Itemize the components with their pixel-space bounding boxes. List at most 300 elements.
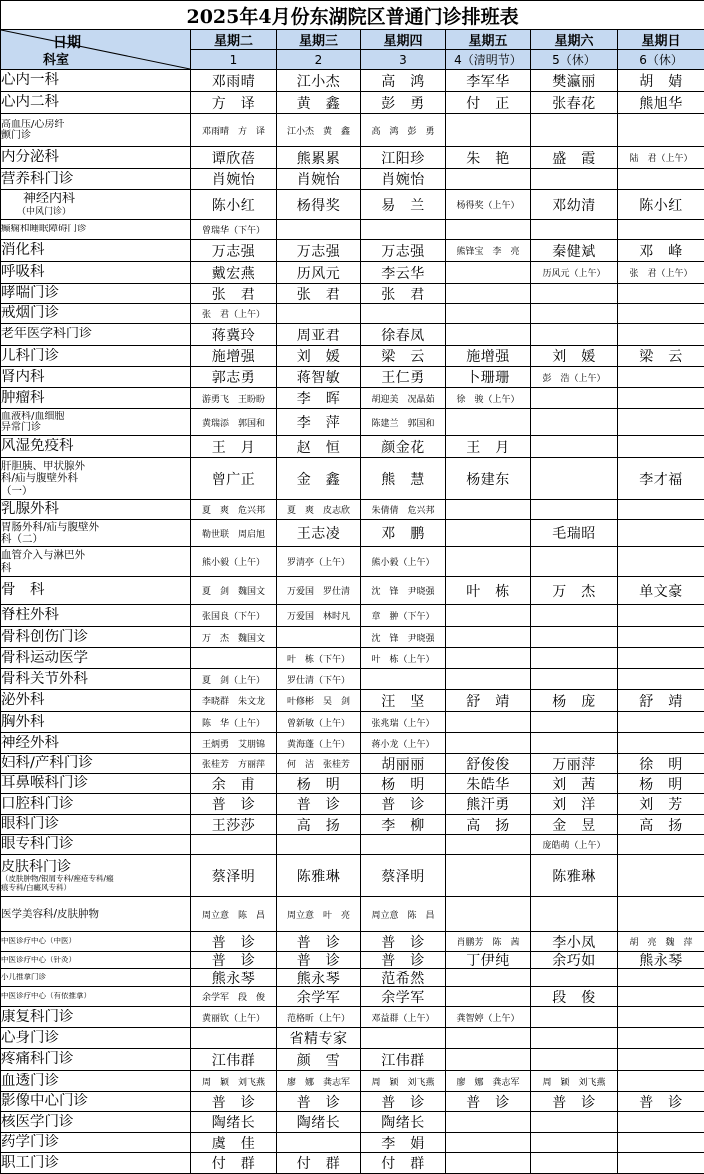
schedule-cell (361, 648, 446, 669)
schedule-cell (618, 409, 704, 436)
doctor-name: 蔡泽明 (381, 866, 425, 886)
doctor-name: 夏 剑（上午） (202, 673, 265, 686)
department-cell (1, 190, 191, 220)
schedule-cell (618, 774, 704, 794)
doctor-name: 庞皓萌（上午） (542, 838, 605, 851)
schedule-cell (277, 240, 361, 262)
schedule-cell (618, 520, 704, 547)
doctor-name: 付 群 (212, 1153, 256, 1173)
doctor-name: 肖婉怡 (297, 169, 341, 189)
schedule-row (1, 547, 704, 577)
schedule-row (1, 324, 704, 346)
doctor-name: 廖 娜 龚志军 (456, 1075, 519, 1088)
schedule-cell (361, 1153, 446, 1174)
doctor-name: 丁伊纯 (466, 952, 510, 968)
schedule-row (1, 436, 704, 458)
doctor-name: 谭欣蓓 (212, 148, 256, 168)
doctor-name: 普 诊 (552, 1092, 596, 1111)
schedule-body (1, 70, 704, 1174)
doctor-name: 周立意 陈 昌 (371, 908, 434, 921)
schedule-cell (277, 220, 361, 240)
doctor-name: 胡迎美 况晶茹 (371, 392, 434, 405)
corner-header-cell (1, 30, 191, 70)
schedule-cell (618, 897, 704, 932)
schedule-cell (361, 367, 446, 388)
doctor-name: 王炳勇 艾朋锦 (202, 737, 265, 750)
doctor-name: 朱 艳 (466, 148, 510, 168)
schedule-cell (446, 114, 531, 147)
department-name: 泌外科 (1, 692, 190, 709)
department-name: 肿瘤科 (1, 390, 190, 407)
department-name: 营养科门诊 (1, 171, 190, 188)
schedule-row (1, 648, 704, 669)
schedule-cell (361, 1071, 446, 1092)
doctor-name: 夏 爽 皮志欣 (287, 503, 350, 516)
department-cell (1, 774, 191, 794)
department-cell (1, 712, 191, 733)
doctor-name: 彭 浩（上午） (542, 371, 605, 384)
schedule-cell (618, 1007, 704, 1028)
schedule-cell (531, 1092, 618, 1112)
date-header: 4（清明节） (446, 50, 531, 70)
schedule-cell (531, 458, 618, 500)
department-cell (1, 409, 191, 436)
schedule-cell (531, 147, 618, 169)
department-name: 中医诊疗中心（针灸） (1, 956, 190, 965)
doctor-name: 陆 君（上午） (630, 151, 693, 164)
doctor-name: 高 鸿 (381, 71, 425, 91)
schedule-cell (618, 690, 704, 712)
doctor-name: 万志强 (212, 241, 256, 261)
department-cell (1, 1049, 191, 1071)
doctor-name: 秦健斌 (552, 241, 596, 261)
doctor-name: 蒋智敏 (297, 367, 341, 387)
schedule-cell (191, 304, 277, 324)
schedule-cell (531, 1071, 618, 1092)
doctor-name: 万志强 (381, 241, 425, 261)
schedule-row (1, 458, 704, 500)
doctor-name: 蔡泽明 (212, 866, 256, 886)
department-cell (1, 987, 191, 1007)
schedule-cell (531, 262, 618, 284)
doctor-name: 付 正 (466, 93, 510, 113)
doctor-name: 虞 佳 (212, 1133, 256, 1152)
schedule-cell (531, 577, 618, 605)
schedule-cell (361, 794, 446, 815)
doctor-name: 徐 骏（上午） (456, 392, 519, 405)
schedule-row (1, 240, 704, 262)
schedule-cell (618, 190, 704, 220)
schedule-cell (446, 346, 531, 367)
schedule-cell (361, 500, 446, 520)
schedule-cell (618, 577, 704, 605)
department-name: 神经外科 (1, 735, 190, 752)
doctor-name: 肖婉怡 (212, 169, 256, 189)
schedule-cell (446, 92, 531, 114)
department-name: 心内一科 (1, 72, 190, 89)
schedule-cell (446, 690, 531, 712)
doctor-name: 熊永琴 (297, 969, 341, 986)
doctor-name: 毛瑞昭 (552, 523, 596, 543)
schedule-cell (361, 1092, 446, 1112)
doctor-name: 陈 华（上午） (202, 716, 265, 729)
department-name: 神经内科 (1, 192, 190, 207)
department-cell (1, 367, 191, 388)
schedule-cell (191, 794, 277, 815)
schedule-cell (446, 794, 531, 815)
schedule-cell (361, 169, 446, 190)
schedule-cell (446, 952, 531, 969)
schedule-cell (531, 969, 618, 987)
doctor-name: 李小凤 (552, 932, 596, 951)
schedule-cell (191, 70, 277, 92)
doctor-name: 刘 芳 (639, 794, 683, 814)
date-header: 1 (191, 50, 277, 70)
schedule-cell (277, 1007, 361, 1028)
schedule-cell (277, 1112, 361, 1133)
schedule-cell (531, 627, 618, 648)
schedule-row (1, 987, 704, 1007)
schedule-cell (191, 987, 277, 1007)
schedule-cell (446, 409, 531, 436)
doctor-name: 普 诊 (212, 1092, 256, 1111)
schedule-cell (446, 815, 531, 835)
schedule-cell (446, 1049, 531, 1071)
department-cell (1, 690, 191, 712)
schedule-cell (277, 190, 361, 220)
schedule-cell (277, 520, 361, 547)
doctor-name: 熊累累 (297, 148, 341, 168)
schedule-cell (361, 458, 446, 500)
schedule-cell (531, 500, 618, 520)
doctor-name: 颜 雪 (297, 1050, 341, 1070)
schedule-cell (277, 547, 361, 577)
schedule-cell (446, 932, 531, 952)
schedule-cell (361, 220, 446, 240)
schedule-cell (531, 1028, 618, 1049)
doctor-name: 周 颖 刘飞燕 (202, 1075, 265, 1088)
schedule-row (1, 815, 704, 835)
schedule-cell (361, 70, 446, 92)
schedule-cell (277, 932, 361, 952)
schedule-row (1, 605, 704, 627)
department-name: 呼吸科 (1, 264, 190, 281)
doctor-name: 徐春凤 (381, 325, 425, 345)
corner-department-label: 科室 (43, 49, 69, 68)
department-name: 药学门诊 (1, 1134, 190, 1151)
schedule-cell (618, 1153, 704, 1174)
schedule-cell (191, 367, 277, 388)
doctor-name: 普 诊 (297, 794, 341, 814)
department-cell (1, 346, 191, 367)
corner-date-label: 日期 (53, 32, 81, 52)
department-cell (1, 794, 191, 815)
schedule-cell (618, 815, 704, 835)
schedule-cell (618, 952, 704, 969)
department-name: 眼科门诊 (1, 816, 190, 833)
doctor-name: 张 君 (212, 284, 256, 303)
schedule-cell (191, 388, 277, 409)
schedule-cell (446, 240, 531, 262)
doctor-name: 舒俊俊 (466, 754, 510, 773)
doctor-name: 胡丽丽 (381, 754, 425, 773)
department-name: 血液科/血细胞异常门诊 (1, 411, 71, 434)
schedule-cell (531, 92, 618, 114)
department-name: 血透门诊 (1, 1073, 190, 1090)
department-cell (1, 262, 191, 284)
doctor-name: 张春花 (552, 93, 596, 113)
doctor-name: 李晓群 朱文龙 (202, 694, 265, 707)
doctor-name: 杨 庞 (552, 691, 596, 711)
schedule-cell (531, 190, 618, 220)
department-cell (1, 220, 191, 240)
schedule-cell (446, 520, 531, 547)
schedule-cell (446, 458, 531, 500)
doctor-name: 樊瀛丽 (552, 71, 596, 91)
doctor-name: 陶绪长 (297, 1112, 341, 1132)
schedule-cell (361, 262, 446, 284)
doctor-name: 杨 明 (639, 774, 683, 793)
schedule-cell (191, 627, 277, 648)
department-name: 内分泌科 (1, 149, 190, 166)
doctor-name: 余学军 (381, 987, 425, 1006)
doctor-name: 省精专家 (290, 1028, 348, 1048)
department-cell (1, 969, 191, 987)
department-name: 儿科门诊 (1, 348, 190, 365)
doctor-name: 历风元（上午） (542, 266, 605, 279)
schedule-cell (618, 304, 704, 324)
schedule-cell (361, 1028, 446, 1049)
schedule-cell (191, 605, 277, 627)
doctor-name: 周 颖 刘飞燕 (542, 1075, 605, 1088)
schedule-cell (191, 284, 277, 304)
doctor-name: 刘 媛 (552, 346, 596, 366)
schedule-row (1, 520, 704, 547)
schedule-row (1, 190, 704, 220)
schedule-cell (446, 648, 531, 669)
schedule-cell (531, 220, 618, 240)
schedule-cell (446, 436, 531, 458)
schedule-cell (446, 284, 531, 304)
schedule-cell (531, 815, 618, 835)
schedule-cell (361, 324, 446, 346)
schedule-cell (191, 952, 277, 969)
schedule-cell (361, 409, 446, 436)
department-cell (1, 1071, 191, 1092)
doctor-name: 范格昕（上午） (287, 1011, 350, 1024)
schedule-cell (277, 262, 361, 284)
schedule-cell (531, 520, 618, 547)
schedule-cell (277, 669, 361, 690)
schedule-cell (361, 855, 446, 897)
department-cell (1, 577, 191, 605)
schedule-row (1, 835, 704, 855)
schedule-cell (191, 520, 277, 547)
schedule-cell (618, 169, 704, 190)
schedule-cell (531, 1007, 618, 1028)
schedule-cell (361, 190, 446, 220)
schedule-row (1, 1092, 704, 1112)
department-cell (1, 627, 191, 648)
schedule-cell (191, 92, 277, 114)
doctor-name: 杨 明 (381, 774, 425, 793)
schedule-row (1, 1133, 704, 1153)
schedule-cell (191, 1112, 277, 1133)
schedule-cell (446, 1112, 531, 1133)
schedule-cell (618, 436, 704, 458)
schedule-cell (531, 346, 618, 367)
schedule-cell (361, 932, 446, 952)
schedule-cell (277, 835, 361, 855)
department-cell (1, 1007, 191, 1028)
doctor-name: 周立意 陈 昌 (202, 908, 265, 921)
schedule-cell (446, 388, 531, 409)
doctor-name: 余学军 段 俊 (202, 990, 265, 1003)
schedule-cell (361, 547, 446, 577)
doctor-name: 郭志勇 (212, 367, 256, 387)
doctor-name: 熊汗勇 (466, 794, 510, 814)
schedule-cell (277, 436, 361, 458)
schedule-cell (277, 712, 361, 733)
schedule-cell (446, 304, 531, 324)
schedule-cell (531, 547, 618, 577)
doctor-name: 夏 爽 危兴邦 (202, 503, 265, 516)
schedule-cell (618, 1049, 704, 1071)
schedule-row (1, 712, 704, 733)
doctor-name: 叶 栋 (466, 581, 510, 601)
schedule-cell (191, 458, 277, 500)
schedule-cell (361, 754, 446, 774)
schedule-cell (361, 92, 446, 114)
date-header: 5（休） (531, 50, 618, 70)
schedule-cell (446, 1071, 531, 1092)
doctor-name: 胡 亮 魏 萍 (630, 935, 693, 948)
schedule-cell (446, 577, 531, 605)
schedule-cell (618, 324, 704, 346)
schedule-cell (191, 190, 277, 220)
doctor-name: 李云华 (381, 263, 425, 283)
department-cell (1, 855, 191, 897)
schedule-cell (531, 409, 618, 436)
doctor-name: 普 诊 (466, 1092, 510, 1111)
schedule-cell (191, 855, 277, 897)
schedule-cell (618, 92, 704, 114)
schedule-cell (191, 969, 277, 987)
schedule-cell (618, 388, 704, 409)
doctor-name: 普 诊 (212, 794, 256, 814)
department-cell (1, 500, 191, 520)
schedule-cell (277, 794, 361, 815)
weekday-header: 星期四 (361, 30, 446, 50)
doctor-name: 陶绪长 (381, 1112, 425, 1132)
schedule-cell (191, 897, 277, 932)
schedule-cell (191, 754, 277, 774)
department-cell (1, 1028, 191, 1049)
schedule-cell (531, 794, 618, 815)
doctor-name: 熊锋宝 李 亮 (456, 244, 519, 257)
schedule-cell (277, 1133, 361, 1153)
schedule-cell (277, 1028, 361, 1049)
department-cell (1, 458, 191, 500)
department-name: 小儿推拿门诊 (1, 973, 190, 982)
schedule-cell (277, 733, 361, 754)
department-name: 消化科 (1, 242, 190, 259)
doctor-name: 普 诊 (212, 952, 256, 968)
department-cell (1, 70, 191, 92)
schedule-cell (531, 669, 618, 690)
doctor-name: 叶 栋（上午） (371, 652, 434, 665)
department-cell (1, 436, 191, 458)
department-cell (1, 520, 191, 547)
schedule-cell (361, 627, 446, 648)
schedule-cell (618, 262, 704, 284)
schedule-cell (446, 774, 531, 794)
doctor-name: 付 群 (297, 1153, 341, 1173)
schedule-cell (277, 304, 361, 324)
schedule-cell (531, 284, 618, 304)
doctor-name: 黄丽钦（上午） (202, 1011, 265, 1024)
department-name: 骨科创伤门诊 (1, 629, 190, 646)
schedule-cell (191, 577, 277, 605)
department-name: 胸外科 (1, 714, 190, 731)
doctor-name: 高 扬 (639, 815, 683, 834)
schedule-cell (446, 1092, 531, 1112)
schedule-cell (277, 458, 361, 500)
doctor-name: 普 诊 (381, 952, 425, 968)
doctor-name: 普 诊 (639, 1092, 683, 1111)
schedule-cell (446, 220, 531, 240)
doctor-name: 熊永琴 (639, 952, 683, 968)
doctor-name: 王志凌 (297, 523, 341, 543)
schedule-row (1, 1049, 704, 1071)
doctor-name: 万爱国 罗仕清 (287, 584, 350, 597)
schedule-cell (191, 114, 277, 147)
schedule-cell (277, 324, 361, 346)
weekday-header: 星期五 (446, 30, 531, 50)
schedule-cell (618, 669, 704, 690)
schedule-row (1, 92, 704, 114)
schedule-cell (618, 1112, 704, 1133)
schedule-row (1, 262, 704, 284)
doctor-name: 张 君 (297, 284, 341, 303)
schedule-row (1, 147, 704, 169)
doctor-name: 金 鑫 (297, 469, 341, 489)
doctor-name: 金 昱 (552, 815, 596, 834)
schedule-cell (618, 627, 704, 648)
doctor-name: 付 群 (381, 1153, 425, 1173)
schedule-row (1, 733, 704, 754)
department-name: 口腔科门诊 (1, 796, 190, 813)
schedule-cell (618, 220, 704, 240)
doctor-name: 熊小毅（上午） (202, 555, 265, 568)
doctor-name: 万爱国 林时凡 (287, 609, 350, 622)
doctor-name: 高 扬 (297, 815, 341, 834)
schedule-cell (446, 969, 531, 987)
schedule-cell (191, 346, 277, 367)
schedule-row (1, 932, 704, 952)
schedule-cell (618, 987, 704, 1007)
department-cell (1, 952, 191, 969)
schedule-row (1, 1028, 704, 1049)
department-cell (1, 547, 191, 577)
weekday-header: 星期二 (191, 30, 277, 50)
department-name: 中医诊疗中心（中医） (1, 937, 190, 946)
department-name: 耳鼻喉科门诊 (1, 775, 190, 792)
doctor-name: 彭 勇 (381, 93, 425, 113)
schedule-cell (618, 284, 704, 304)
doctor-name: 夏 剑 魏国文 (202, 584, 265, 597)
schedule-cell (531, 304, 618, 324)
